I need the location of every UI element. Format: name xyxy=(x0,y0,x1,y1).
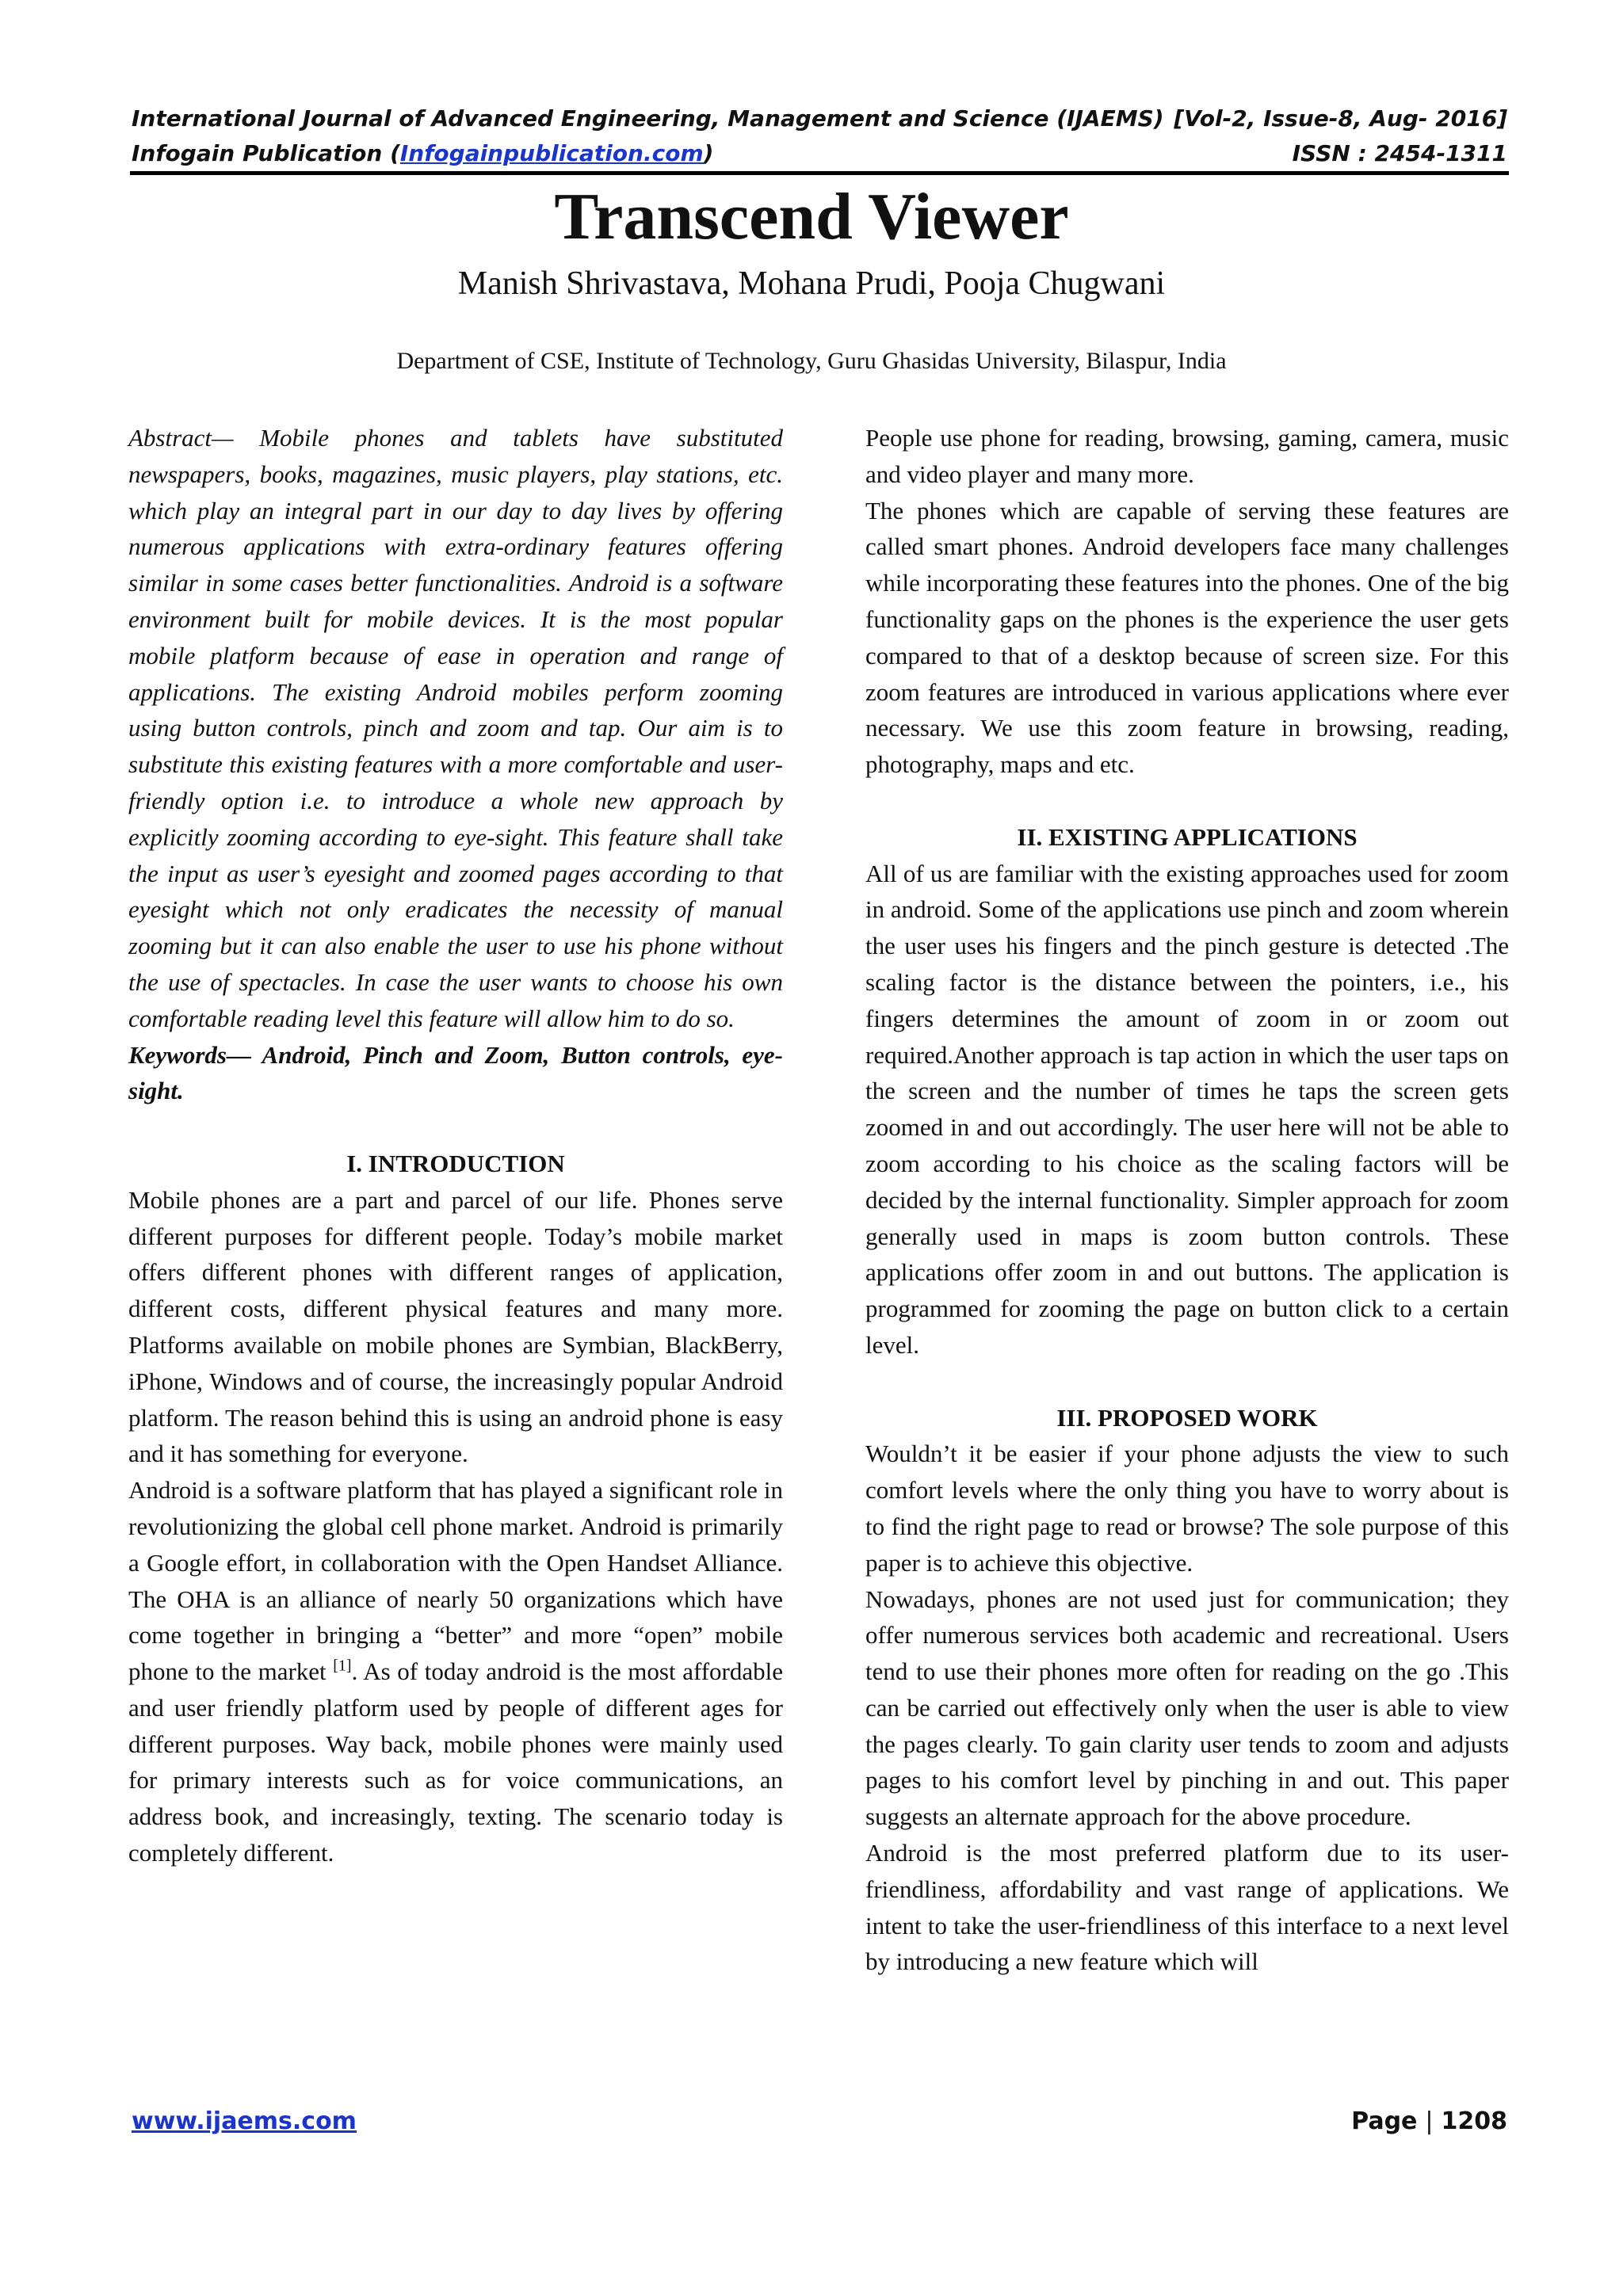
proposed-paragraph-3: Android is the most preferred platform due to its user-friendliness, affordability and vast range of applications. We intent to take the user-friendliness of this interface to a next level by introducing a new feature which will xyxy=(865,1839,1509,1976)
abstract: Abstract— Mobile phones and tablets have substituted newspapers, books, magazines, music players, play stations, etc. which play an integral part in our day to day lives by offering numerous applications with extra-ordinary features offering similar in some cases better functionalities. Android is a software environment built for mobile devices. It is the most popular mobile platform because of ease in operation and range of applications. The existing Android mobiles perform zooming using button controls, pinch and zoom and tap. Our aim is to substitute this existing features with a more comfortable and user- friendly option i.e. to introduce a whole new approach by explicitly zooming according to eye-sight. This feature shall take the input as user’s eyesight and zoomed pages according to that eyesight which not only eradicates the necessity of manual zooming but it can also enable the user to use his phone without the use of spectacles. In case the user wants to choose his own comfortable reading level this feature will allow him to do so. xyxy=(128,424,783,1032)
affiliation: Department of CSE, Institute of Technology, Guru Ghasidas University, Bilaspur, India xyxy=(396,348,1227,374)
intro-paragraph-2 xyxy=(128,1472,783,1871)
issn: ISSN : 2454-1311 xyxy=(1292,140,1507,166)
proposed-paragraph-1: Wouldn’t it be easier if your phone adjusts the view to such comfort levels where the only thing you have to worry about is to find the right page to read or browse? The sole purpose of this paper is to achieve this objective. xyxy=(865,1440,1509,1577)
page-number: 1208 xyxy=(1441,2107,1507,2135)
intro-paragraph-1: Mobile phones are a part and parcel of our life. Phones serve different purposes for different people. Today’s mobile market offers different phones with different ranges of application, different costs, different physical features and many more. Platforms available on mobile phones are Symbian, BlackBerry, iPhone, Windows and of course, the increasingly popular Android platform. The reason behind this is using an android phone is easy and it has something for everyone. xyxy=(128,1185,783,1468)
publisher-suffix: ) xyxy=(703,140,714,166)
page-footer xyxy=(132,2107,1507,2135)
section-heading-proposed-work: III. PROPOSED WORK xyxy=(1056,1403,1318,1432)
right-paragraph-2: The phones which are capable of serving these features are called smart phones. Android developers face many challenges while incorporating these features into the phones. One of the big functionality gaps on the phones is the experience the user gets compared to that of a desktop because of screen size. For this zoom features are introduced in various applications where ever necessary. We use this zoom feature in browsing, reading, photography, maps and etc. xyxy=(865,496,1509,779)
page-separator: | xyxy=(1425,2107,1434,2135)
volume-info: [Vol-2, Issue-8, Aug- 2016] xyxy=(1174,105,1507,132)
intro-paragraph-2a: Android is a software platform that has played a significant role in revolutionizing the global cell phone market. Android is primarily a Google effort, in collaboration with the Open Handset Alliance. The OHA is an alliance of nearly 50 organizations which have come together in bringing a “better” and more “open” mobile phone to the market xyxy=(128,1476,783,1686)
publisher-prefix: Infogain Publication ( xyxy=(132,140,400,166)
publisher xyxy=(132,136,713,171)
citation-ref[interactable]: [1] xyxy=(333,1657,352,1675)
page-number-block xyxy=(1351,2107,1507,2135)
keywords: Keywords— Android, Pinch and Zoom, Button controls, eye-sight. xyxy=(128,1040,783,1105)
paper-title: Transcend Viewer xyxy=(554,180,1069,254)
left-column xyxy=(128,420,783,1871)
intro-paragraph-2b: . As of today android is the most affordable and user friendly platform used by people of different ages for different purposes. Way back, mobile phones were mainly used for primary interests such as for voice communications, an address book, and increasingly, texting. The scenario today is completely different. xyxy=(128,1657,783,1867)
right-paragraph-1: People use phone for reading, browsing, gaming, camera, music and video player and many more. xyxy=(865,424,1509,488)
section-heading-existing-applications: II. EXISTING APPLICATIONS xyxy=(1017,822,1358,851)
authors: Manish Shrivastava, Mohana Prudi, Pooja Chugwani xyxy=(457,265,1166,302)
section-heading-introduction: I. INTRODUCTION xyxy=(346,1149,565,1177)
publisher-link[interactable]: Infogainpublication.com xyxy=(399,140,704,166)
header-rule xyxy=(130,171,1509,175)
running-header xyxy=(132,101,1507,171)
journal-name: International Journal of Advanced Engineering, Management and Science (IJAEMS) xyxy=(132,105,1164,132)
proposed-paragraph-2: Nowadays, phones are not used just for communication; they offer numerous services both academic and recreational. Users tend to use their phones more often for reading on the go .This can be carried out effectively only when the user is able to view the pages clearly. To gain clarity user tends to zoom and adjusts pages to his comfort level by pinching in and out. This paper suggests an alternate approach for the above procedure. xyxy=(865,1585,1509,1831)
page-label: Page xyxy=(1351,2107,1418,2135)
website-link[interactable]: www.ijaems.com xyxy=(132,2107,357,2135)
right-column xyxy=(865,420,1509,1980)
existing-applications-paragraph: All of us are familiar with the existing approaches used for zoom in android. Some of the applications use pinch and zoom wherein the user uses his fingers and the pinch gesture is detected .The scaling factor is the distance between the pointers, i.e., his fingers determines the amount of zoom in or zoom out required.Another approach is tap action in which the user taps on the screen and the number of times he taps the screen gets zoomed in and out accordingly. The user here will not be able to zoom according to his choice as the scaling factors will be decided by the internal functionality. Simpler approach for zoom generally used in maps is zoom button controls. These applications offer zoom in and out buttons. The application is programmed for zooming the page on button click to a certain level. xyxy=(865,859,1509,1359)
